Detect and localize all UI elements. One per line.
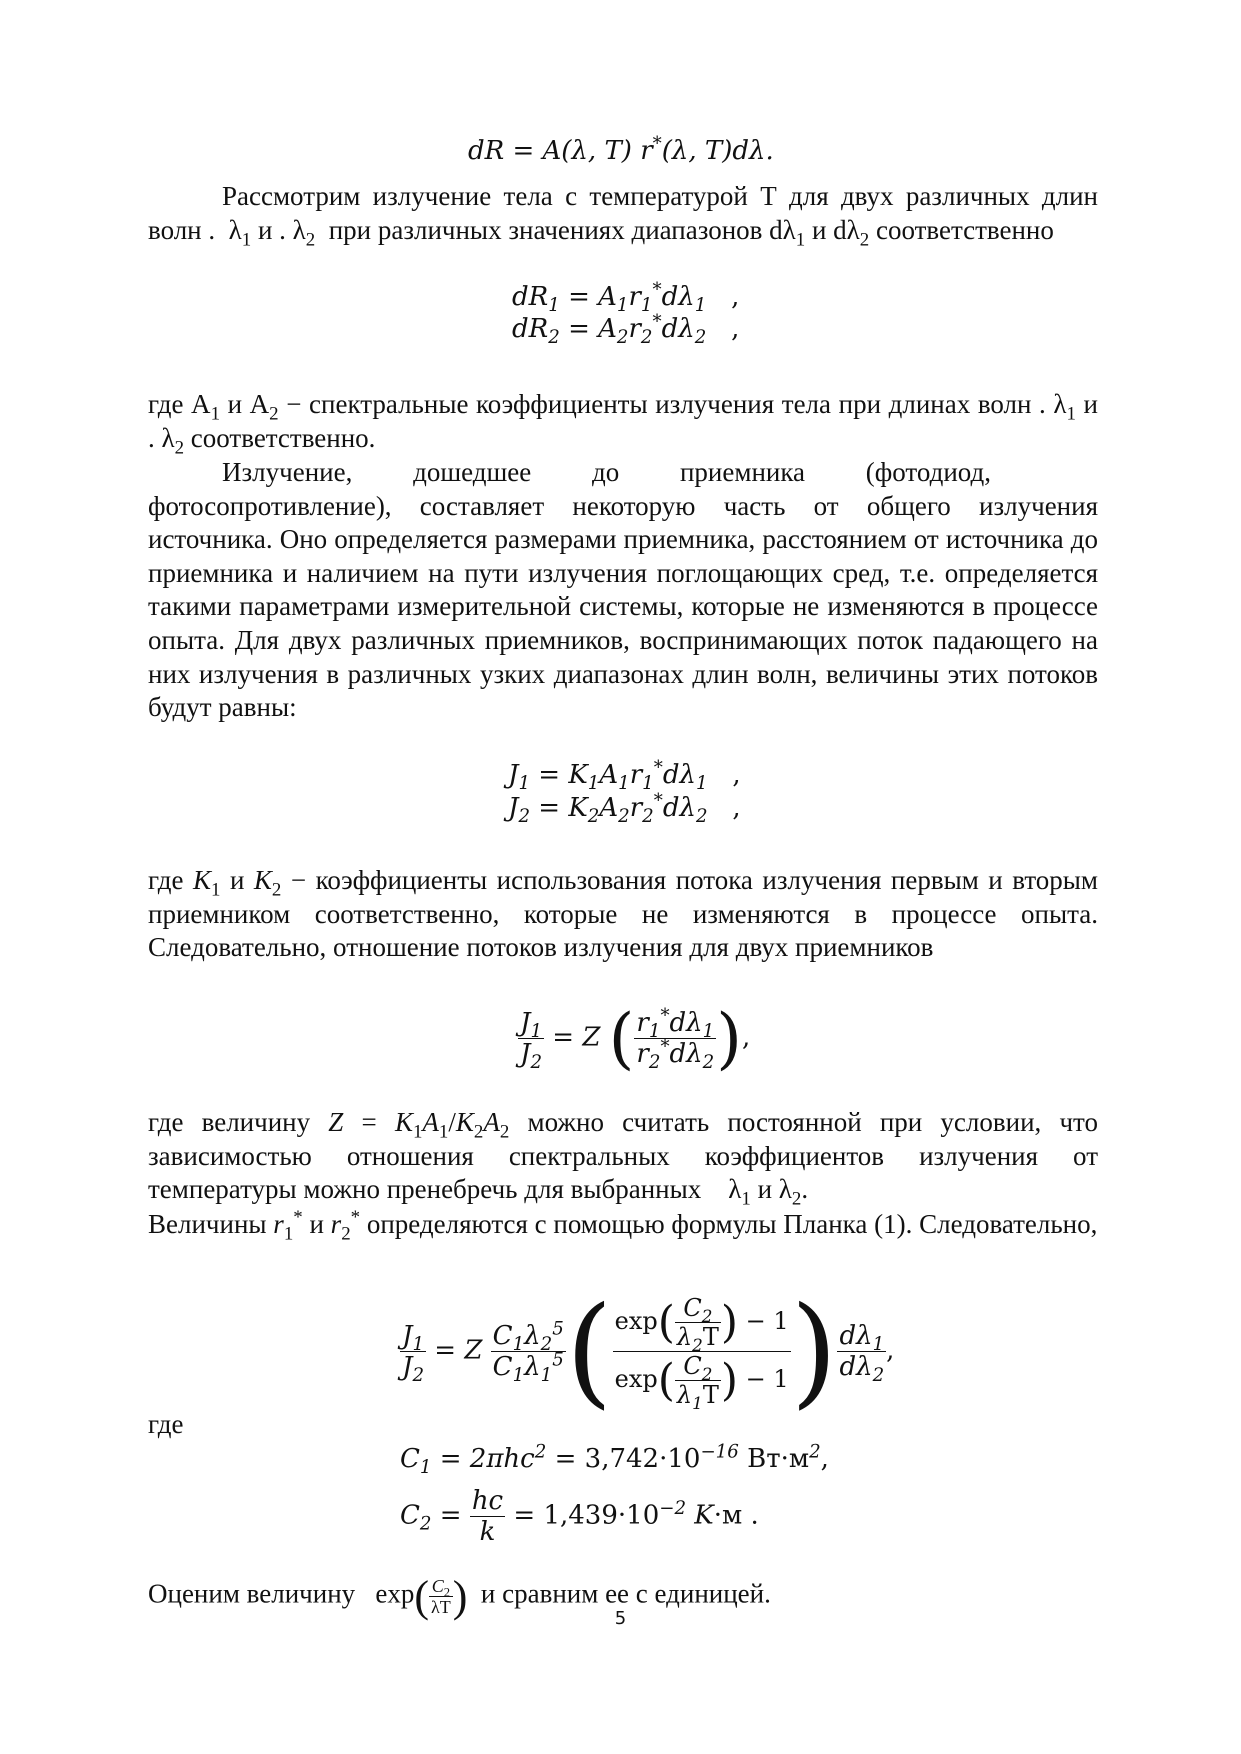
equation-dR2: $dR_2 = A_2r_2^*d\lambda_2$ , (512, 311, 740, 349)
paragraph-3: Излучение, дошедшее до приемника (фотодиод, фотосопротивление), составляет некоторую часть от общего излучения источника. Оно определяется размерами приемника, расстоянием от источника до приемника и наличием на пути излучения поглощающих сред, т.е. определяется такими параметрами измерительной системы, которые не изменяются в процессе опыта. Для двух различных приемников, воспринимающих поток падающего на них излучения в различных узких диапазонах длин волн, величины этих потоков будут равны: (148, 457, 1098, 723)
paragraph-6: Величины $r_1^*$ и $r_2^*$ определяются с помощью формулы Планка (1). Следовательно, (148, 1207, 1098, 1245)
paragraph-7 (148, 1408, 1098, 1442)
paragraph-4: где $K_1$ и $K_2$ − коэффициенты использования потока излучения первым и вторым приемником соответственно, которые не изменяются в процессе опыта. Следовательно, отношение потоков излучения для двух приемников (148, 865, 1099, 963)
paragraph-5: где величину $Z = K_1A_1/K_2A_2$ можно считать постоянной при условии, что зависимостью отношения спектральных коэффициентов излучения от температуры можно пренебречь для выбранных $\lambda_1$ и $\lambda_2$. (148, 1107, 1098, 1210)
page-number: 5 (614, 1608, 627, 1629)
paragraph-8: Оценим величину exp( $\frac{C_2}{\lambda T}$ ) и сравним ее с единицей. (148, 1571, 771, 1621)
equation-J2: $J_2 = K_2A_2r_2^*d\lambda_2$ , (508, 790, 741, 828)
equation-planck-ratio: $\frac{J_1}{J_2}$ = Z $\frac{C_1\lambda_2^5}{C_1\lambda_1^5}$ ( exp( $\frac{C_2}{\lambda_2T}$ ) − 1 exp( $\frac{C_2}{\lambda_1T}$ ) − 1 ) $\frac{d\lambda_1}{d\lambda_2}$ , (402, 1282, 895, 1421)
equation-J1: $J_1 = K_1A_1r_1^*d\lambda_1$ , (508, 757, 741, 795)
equation-C1: $C_1 = 2\pi hc^2 = 3,742\cdot 10^{-16}$ $Вт\cdot м^2$, (400, 1441, 829, 1479)
equation-dR: dR = A(λ, T) r*(λ, T)dλ. (468, 133, 774, 166)
paragraph-1: Рассмотрим излучение тела с температурой Т для двух различных длин волн . $\lambda_1$ и . $\lambda_2$ при различных значениях диапазонов $d\lambda_1$ и $d\lambda_2$ соответственно (148, 181, 1098, 250)
where-label: где (148, 1409, 184, 1439)
equation-dR1: $dR_1 = A_1r_1^*d\lambda_1$ , (512, 279, 740, 317)
equation-C2: $C_2$ = $\frac{hc}{k}$ = $1,439\cdot 10^{-2}$ K·м . (400, 1486, 759, 1547)
paragraph-2: где $A_1$ и $A_2$ − спектральные коэффициенты излучения тела при длинах волн . $\lambda_1$ и . $\lambda_2$ соответственно. (148, 389, 1099, 458)
equation-ratio: $\frac{J_1}{J_2}$ = Z ( $\frac{r_1^*d\lambda_1}{r_2^*d\lambda_2}$ ), (520, 1000, 751, 1077)
